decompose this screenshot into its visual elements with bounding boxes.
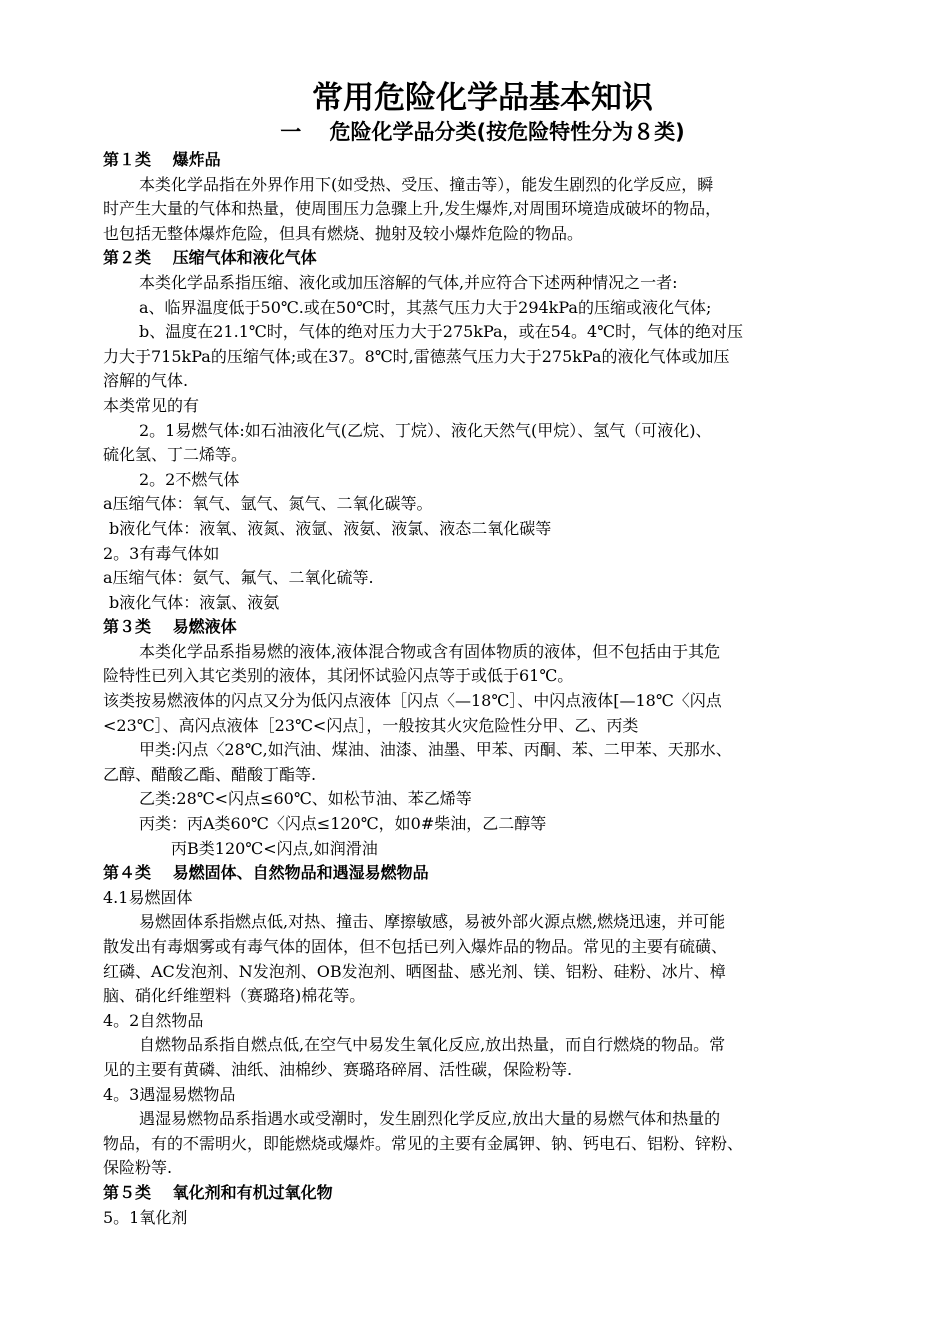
paragraph-line: 也包括无整体爆炸危险，但具有燃烧、抛射及较小爆炸危险的物品。 [103,223,584,243]
paragraph-line: 保险粉等. [103,1158,173,1178]
paragraph-line: a压缩气体：氨气、氟气、二氧化硫等. [103,568,374,588]
paragraph-line: 红磷、AC发泡剂、N发泡剂、OB发泡剂、晒图盐、感光剂、镁、铝粉、硅粉、冰片、樟 [103,961,726,981]
paragraph-line: 硫化氢、丁二烯等。 [103,445,248,465]
paragraph-line: 本类化学品指在外界作用下(如受热、受压、撞击等），能发生剧烈的化学反应，瞬 [139,174,714,194]
paragraph-line: b、温度在21.1℃时，气体的绝对压力大于275kPa，或在54。4℃时，气体的绝对压 [139,322,744,342]
paragraph-line: 溶解的气体. [103,371,189,391]
paragraph-line: 4。3遇湿易燃物品 [103,1084,236,1104]
paragraph-line: b液化气体：液氧、液氮、液氩、液氨、液氯、液态二氧化碳等 [109,518,552,538]
paragraph-line: 乙类:28℃<闪点≤60℃、如松节油、苯乙烯等 [139,789,472,809]
paragraph-line: b液化气体：液氯、液氨 [109,592,280,612]
paragraph-line: 本类化学品系指压缩、液化或加压溶解的气体,并应符合下述两种情况之一者: [139,272,678,292]
paragraph-line: 见的主要有黄磷、油纸、油棉纱、赛璐珞碎屑、活性碳，保险粉等. [103,1059,573,1079]
paragraph-line: a压缩气体：氧气、氩气、氮气、二氧化碳等。 [103,494,433,514]
paragraph-line: 本类常见的有 [103,395,200,415]
document-title: 常用危险化学品基本知识 [312,80,653,116]
document-body [103,148,862,1230]
paragraph-line: 散发出有毒烟雾或有毒气体的固体，但不包括已列入爆炸品的物品。常见的主要有硫磺、 [103,937,728,956]
paragraph-line: 丙B类120℃<闪点,如润滑油 [171,838,378,858]
paragraph-line: 险特性已列入其它类别的液体，其闭怀试验闪点等于或低于61℃。 [103,666,574,686]
paragraph-line: a、临界温度低于50℃.或在50℃时，其蒸气压力大于294kPa的压缩或液化气体; [139,297,712,317]
paragraph-line: 4。2自然物品 [103,1010,204,1030]
paragraph-line: 乙醇、醋酸乙酯、醋酸丁酯等. [103,764,317,784]
paragraph-line: 甲类:闪点〈28℃,如汽油、煤油、油漆、油墨、甲苯、丙酮、苯、二甲苯、天那水、 [139,740,732,760]
paragraph-line: 该类按易燃液体的闪点又分为低闪点液体［闪点〈—18℃］、中闪点液体[—18℃〈闪点 [103,691,722,711]
class-heading: 第５类 氧化剂和有机过氧化物 [103,1182,333,1202]
paragraph-line: 丙类：丙A类60℃〈闪点≤120℃，如0#柴油，乙二醇等 [139,814,547,834]
class-heading: 第１类 爆炸品 [103,150,221,169]
section-heading: 一 危险化学品分类(按危险特性分为８类) [280,120,685,144]
paragraph-line: 自燃物品系指自燃点低,在空气中易发生氧化反应,放出热量，而自行燃烧的物品。常 [139,1035,726,1055]
paragraph-line: 5。1氧化剂 [103,1207,188,1227]
paragraph-line: 时产生大量的气体和热量，使周围压力急骤上升,发生爆炸,对周围环境造成破坏的物品， [103,199,722,219]
paragraph-line: 本类化学品系指易燃的液体,液体混合物或含有固体物质的液体，但不包括由于其危 [139,641,721,661]
class-heading: 第４类 易燃固体、自然物品和遇湿易燃物品 [103,863,429,883]
paragraph-line: 4.1易燃固体 [103,887,193,907]
paragraph-line: 遇湿易燃物品系指遇水或受潮时，发生剧烈化学反应,放出大量的易燃气体和热量的 [139,1109,721,1129]
paragraph-line: 物品，有的不需明火，即能燃烧或爆炸。常见的主要有金属钾、钠、钙电石、铝粉、锌粉、 [103,1133,744,1153]
paragraph-line: 易燃固体系指燃点低,对热、撞击、摩擦敏感，易被外部火源点燃,燃烧迅速，并可能 [139,912,726,932]
paragraph-line: 2。1易燃气体:如石油液化气(乙烷、丁烷）、液化天然气(甲烷）、氢气（可液化)、 [139,420,712,440]
paragraph-line: <23℃］、高闪点液体［23℃<闪点］，一般按其火灾危险性分甲、乙、丙类 [103,715,639,735]
paragraph-line: 2。2不燃气体 [139,469,240,489]
paragraph-line: 脑、硝化纤维塑料（赛璐珞)棉花等。 [103,986,366,1006]
class-heading: 第２类 压缩气体和液化气体 [103,248,317,268]
class-heading: 第３类 易燃液体 [103,617,237,637]
paragraph-line: 力大于715kPa的压缩气体;或在37。8℃时,雷德蒸气压力大于275kPa的液化气体或加压 [103,346,730,366]
paragraph-line: 2。3有毒气体如 [103,543,220,563]
